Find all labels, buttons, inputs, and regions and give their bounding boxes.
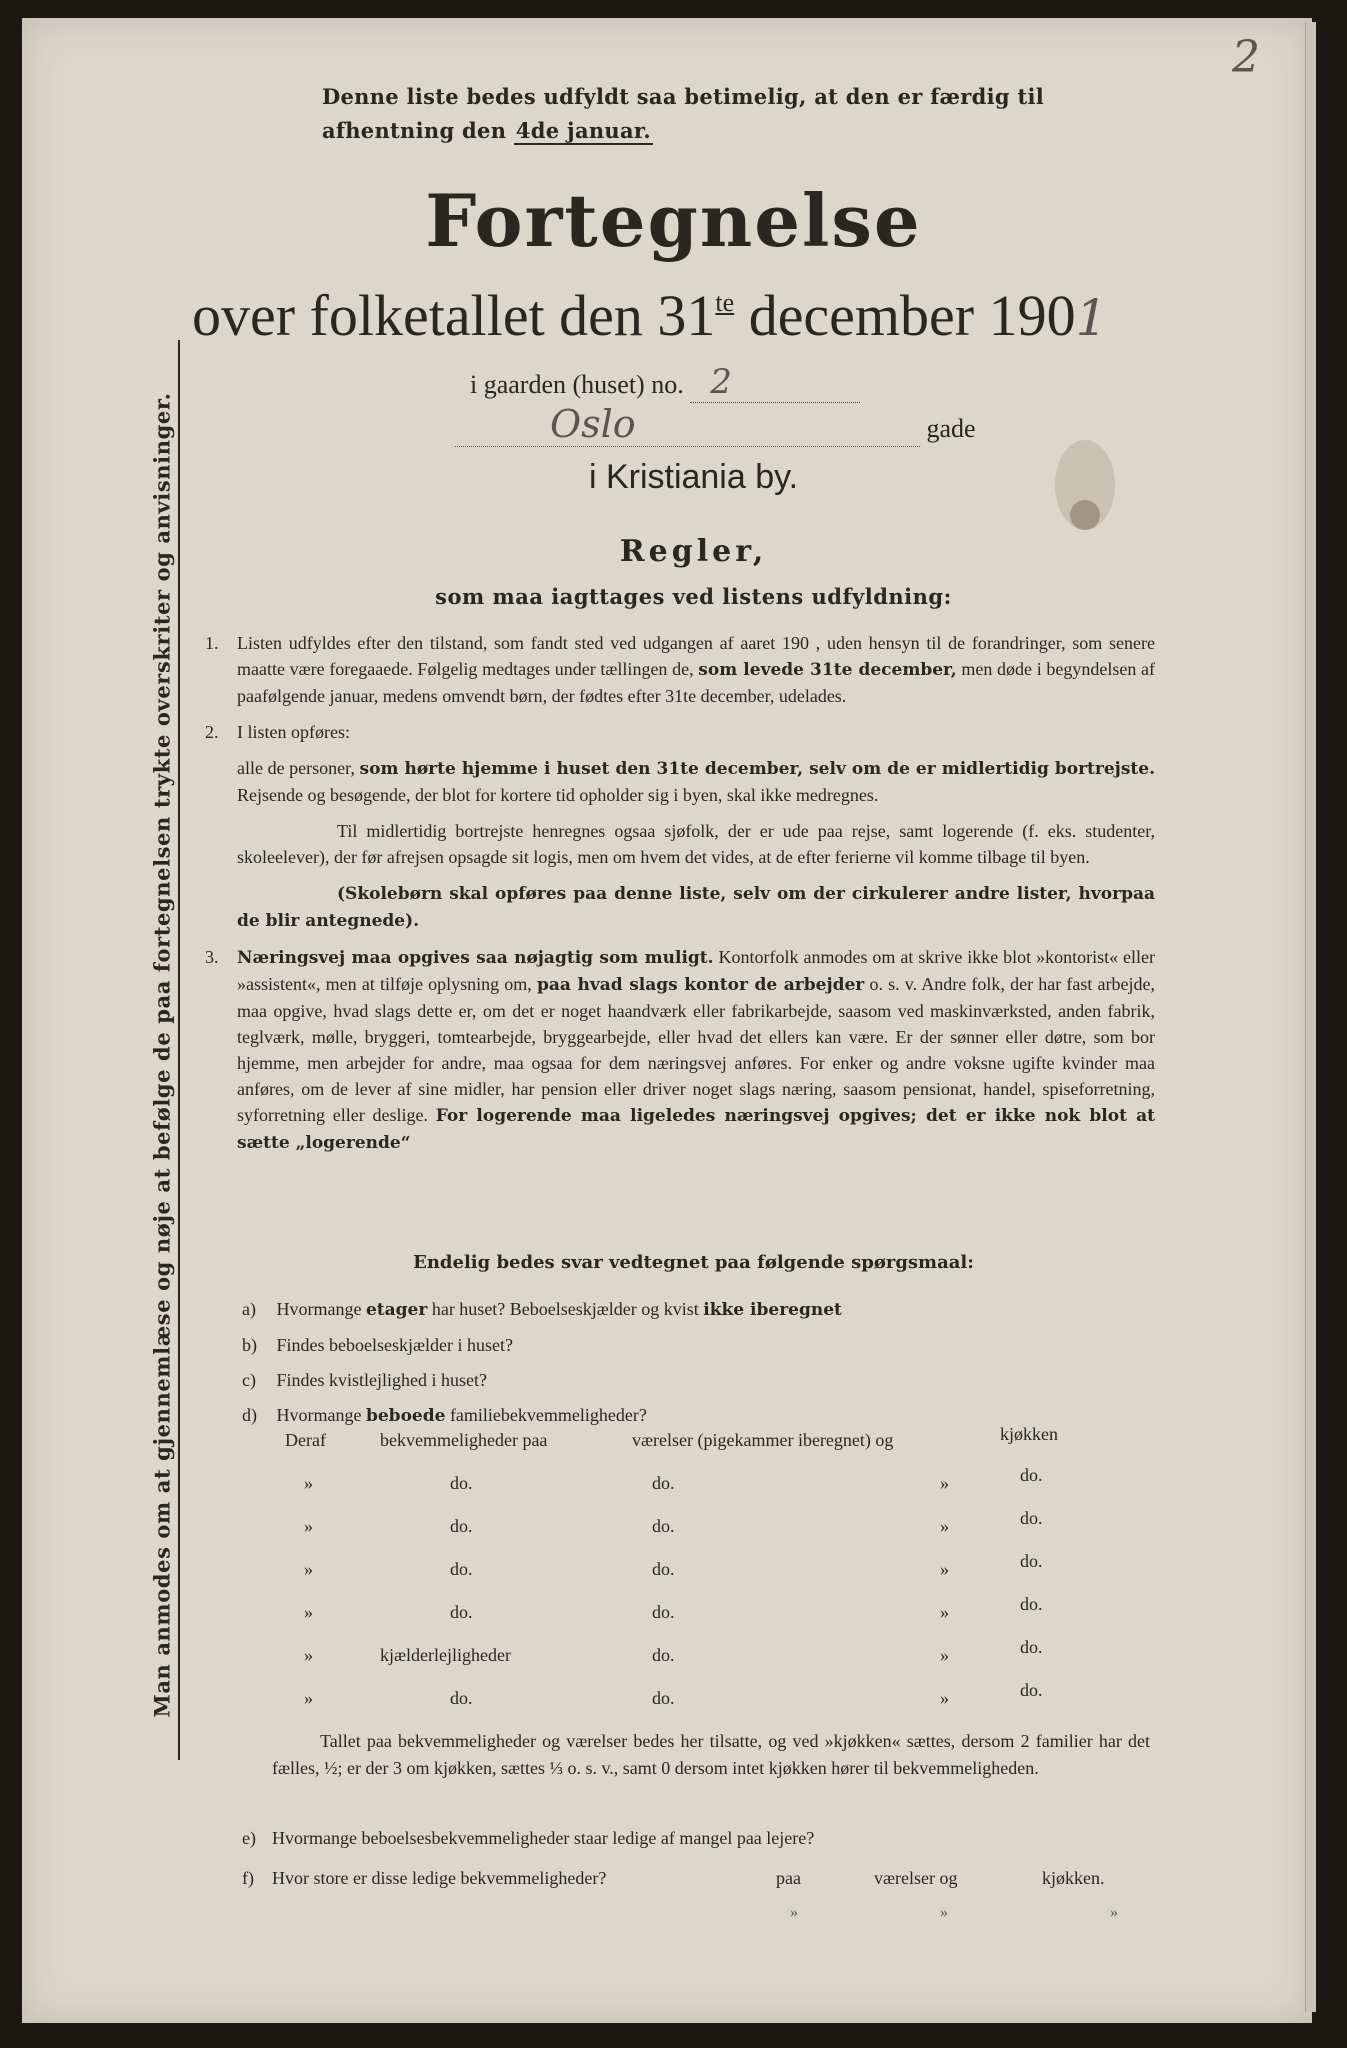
question-a-post: har huset? Beboelseskjælder og kvist bbox=[431, 1299, 699, 1319]
question-d-post: familiebekvemmeligheder? bbox=[449, 1405, 647, 1425]
rule-1-text-c: men døde i begyndelsen af paafølgende januar, medens omvendt børn, der fødtes efter 31te december, udelades. bbox=[237, 659, 1156, 706]
stain bbox=[1070, 500, 1100, 530]
kjokken-value: do. bbox=[1020, 1465, 1043, 1485]
rule-3-text-bold-a: Næringsvej maa opgives saa nøjagtig som muligt. bbox=[237, 948, 714, 968]
header-kjokken: kjøkken bbox=[1000, 1424, 1058, 1444]
questions-list bbox=[242, 1292, 1142, 1434]
gade-label: gade bbox=[926, 414, 976, 443]
question-e-text: Hvormange beboelsesbekvemmeligheder staar ledige af mangel paa lejere? bbox=[272, 1828, 815, 1848]
page-number: 2 bbox=[1232, 32, 1260, 83]
question-letter: b) bbox=[242, 1335, 257, 1355]
rule-3-text-d: o. s. v. Andre folk, der har fast arbejde, maa opgive, hvad slags dette er, om det er noget haandværk eller fabrikarbejde, saasom ved maskinværksted, anden fabrik, teglværk, mølle, bryggeri, tomtearbejde, bryggearbejde, eller hvad det ellers kan være. Er der sønner eller døtre, som bor hjemme, men arbejder for andre, maa ogsaa for dem næringsvej anføres. For enker og andre voksne ugifte kvinder maa anføres, om de lever af sine midler, har pension eller driver noget slags næring, saasom pensionat, handel, spiseforretning, syforretning eller deslige. bbox=[237, 974, 1155, 1125]
ditto-mark: » bbox=[304, 1688, 313, 1708]
rule-3-text-bold-e: For logerende maa ligeledes næringsvej opgives; det er ikke nok blot at sætte „logerende“ bbox=[237, 1106, 1155, 1153]
sidebar-text: Man anmodes om at gjennemlæse og nøje at befølge de paa fortegnelsen trykte overskriter og anvisninger. bbox=[149, 392, 175, 1718]
rules-heading: Regler, bbox=[619, 534, 768, 569]
vaerelser-value: do. bbox=[652, 1516, 675, 1536]
table-note: Tallet paa bekvemmeligheder og værelser bedes her tilsatte, og ved »kjøkken« sættes, dersom 2 familier har det fælles, ½; er der 3 om kjøkken, sættes ⅓ o. s. v., samt 0 dersom intet kjøkken hører til bekvemmeligheden. bbox=[272, 1731, 1150, 1778]
ditto-mark: » bbox=[304, 1516, 313, 1536]
vaerelser-value: do. bbox=[652, 1602, 675, 1622]
question-c bbox=[242, 1363, 1142, 1398]
bekvemmeligheder-value: do. bbox=[450, 1559, 473, 1579]
rule-3-text-bold-c: paa hvad slags kontor de arbejder bbox=[536, 975, 865, 995]
subtitle-prefix: over folketallet den 31 bbox=[192, 283, 716, 348]
bekvemmeligheder-value: do. bbox=[450, 1602, 473, 1622]
ditto-mark: » bbox=[304, 1645, 313, 1665]
question-f-paa: paa bbox=[776, 1868, 801, 1888]
ditto-mark: » bbox=[940, 1473, 949, 1493]
ditto-mark: » bbox=[304, 1473, 313, 1493]
kjokken-value: do. bbox=[1020, 1594, 1043, 1614]
question-a-bold: etager bbox=[365, 1300, 428, 1320]
rule-1-text-bold: som levede 31te december, bbox=[698, 660, 957, 680]
header-bekvemmeligheder: bekvemmeligheder paa bbox=[380, 1430, 548, 1450]
table-header bbox=[280, 1424, 1140, 1473]
rule-1 bbox=[205, 630, 1155, 709]
header-deraf: Deraf bbox=[285, 1430, 326, 1450]
street-value: Oslo bbox=[455, 402, 920, 447]
question-f-kjokken: kjøkken. bbox=[1042, 1868, 1105, 1888]
rule-text bbox=[237, 630, 1155, 709]
instruction-line-2 bbox=[322, 114, 1142, 148]
bekvemmeligheder-value: do. bbox=[450, 1688, 473, 1708]
sidebar-rule bbox=[178, 340, 180, 1760]
street-field bbox=[455, 402, 976, 447]
question-c-text: Findes kvistlejlighed i huset? bbox=[276, 1370, 487, 1390]
rule-2-text-a: alle de personer, bbox=[237, 758, 355, 778]
house-number-field bbox=[470, 362, 860, 403]
kjokken-value: do. bbox=[1020, 1551, 1043, 1571]
page-subtitle bbox=[192, 282, 1107, 349]
instruction-text bbox=[322, 80, 1142, 148]
kjokken-value: do. bbox=[1020, 1680, 1043, 1700]
gaard-label: i gaarden (huset) no. bbox=[470, 370, 684, 399]
rules-subheading: som maa iagttages ved listens udfyldning: bbox=[435, 584, 952, 609]
rule-number: 2. bbox=[205, 722, 219, 742]
question-letter: d) bbox=[242, 1405, 257, 1425]
question-letter: f) bbox=[242, 1868, 254, 1888]
kjokken-value: do. bbox=[1020, 1508, 1043, 1528]
header-vaerelser: værelser (pigekammer iberegnet) og bbox=[632, 1430, 894, 1450]
question-d-pre: Hvormange bbox=[276, 1405, 362, 1425]
question-f-text: Hvor store er disse ledige bekvemmeligheder? bbox=[272, 1868, 607, 1888]
ditto-mark: » bbox=[1110, 1904, 1118, 1921]
rule-2-para-3-bold: (Skolebørn skal opføres paa denne liste, selv om der cirkulerer andre lister, hvorpaa de blir antegnede). bbox=[237, 884, 1155, 931]
vaerelser-value: do. bbox=[652, 1559, 675, 1579]
ditto-mark: » bbox=[304, 1602, 313, 1622]
rule-2 bbox=[205, 719, 1155, 934]
vaerelser-value: do. bbox=[652, 1688, 675, 1708]
question-b bbox=[242, 1328, 1142, 1363]
table-row bbox=[280, 1465, 1140, 1516]
vaerelser-value: do. bbox=[652, 1473, 675, 1493]
question-letter: c) bbox=[242, 1370, 256, 1390]
ditto-mark: » bbox=[790, 1904, 798, 1921]
subtitle-year-hand: 1 bbox=[1075, 289, 1108, 347]
table-row bbox=[280, 1594, 1140, 1645]
subtitle-suffix: december 190 bbox=[734, 283, 1076, 348]
question-d-bold: beboede bbox=[365, 1406, 446, 1426]
table-row bbox=[280, 1508, 1140, 1559]
rule-2-intro: I listen opføres: bbox=[237, 722, 350, 742]
bekvemmeligheder-value: do. bbox=[450, 1473, 473, 1493]
question-a-pre: Hvormange bbox=[276, 1299, 362, 1319]
table-row bbox=[280, 1551, 1140, 1602]
gaard-value: 2 bbox=[690, 362, 860, 403]
kjokken-value: do. bbox=[1020, 1637, 1043, 1657]
question-b-text: Findes beboelseskjælder i huset? bbox=[276, 1335, 513, 1355]
ditto-mark: » bbox=[940, 1516, 949, 1536]
instruction-prefix: afhentning den bbox=[322, 118, 507, 143]
rule-2-para-2: Til midlertidig bortrejste henregnes ogsaa sjøfolk, der er ude paa rejse, samt logerende (f. eks. studenter, skoleelever), der før afrejsen opsagde sit logis, men om hvem det vides, at de efter ferierne vil komme tilbage til byen. bbox=[237, 821, 1155, 867]
questions-list-2 bbox=[242, 1818, 1162, 1898]
rule-number: 3. bbox=[205, 947, 219, 967]
rule-2-text-c: Rejsende og besøgende, der blot for kortere tid opholder sig i byen, skal ikke medregnes. bbox=[237, 785, 879, 805]
page-title: Fortegnelse bbox=[425, 178, 922, 263]
ditto-mark: » bbox=[940, 1559, 949, 1579]
question-letter: e) bbox=[242, 1828, 256, 1848]
questions-heading: Endelig bedes svar vedtegnet paa følgende spørgsmaal: bbox=[413, 1252, 974, 1273]
question-f-vaerelser: værelser og bbox=[874, 1868, 958, 1888]
ditto-mark: » bbox=[940, 1602, 949, 1622]
rule-3 bbox=[205, 944, 1155, 1156]
question-f bbox=[242, 1858, 1162, 1898]
rule-2-para-3 bbox=[237, 880, 1155, 934]
rule-1-text-a: Listen udfyldes efter den tilstand, som fandt sted ved udgangen af aaret 190 , uden hensyn til de forandringer, som senere maatte være foregaaede. Følgelig medtages under tællingen de, bbox=[237, 633, 1155, 679]
rules-list bbox=[205, 630, 1155, 1166]
rule-number: 1. bbox=[205, 633, 219, 653]
subtitle-sup: te bbox=[715, 288, 735, 317]
question-letter: a) bbox=[242, 1299, 256, 1319]
ditto-mark: » bbox=[940, 1645, 949, 1665]
rule-2-text-bold: som hørte hjemme i huset den 31te december, selv om de er midlertidig bortrejste. bbox=[359, 759, 1155, 779]
question-e bbox=[242, 1818, 1162, 1858]
instruction-date: 4de januar. bbox=[515, 118, 651, 143]
bekvemmeligheder-value: kjælderlejligheder bbox=[380, 1645, 511, 1665]
question-a-bold-2: ikke iberegnet bbox=[703, 1300, 842, 1320]
ditto-mark: » bbox=[940, 1688, 949, 1708]
page-edge bbox=[1305, 22, 1316, 2012]
rule-2-para-1 bbox=[237, 755, 1155, 808]
table-row bbox=[280, 1637, 1140, 1688]
bekvemmeligheder-value: do. bbox=[450, 1516, 473, 1536]
question-a bbox=[242, 1292, 1142, 1328]
instruction-line-1: Denne liste bedes udfyldt saa betimelig, at den er færdig til bbox=[322, 84, 1045, 109]
table-rows bbox=[280, 1465, 1140, 1731]
ditto-mark: » bbox=[940, 1904, 948, 1921]
table-row bbox=[280, 1680, 1140, 1731]
city-name: i Kristiania by. bbox=[588, 458, 799, 496]
ditto-mark: » bbox=[304, 1559, 313, 1579]
dwelling-table bbox=[280, 1424, 1140, 1731]
sidebar-note bbox=[142, 360, 182, 1750]
rule-3-text bbox=[237, 944, 1155, 1156]
rule-3-text-b: Kontorfolk anmodes om at skrive ikke blot »kontorist« eller »assistent«, men at tilføje oplysning om, bbox=[237, 947, 1155, 994]
vaerelser-value: do. bbox=[652, 1645, 675, 1665]
